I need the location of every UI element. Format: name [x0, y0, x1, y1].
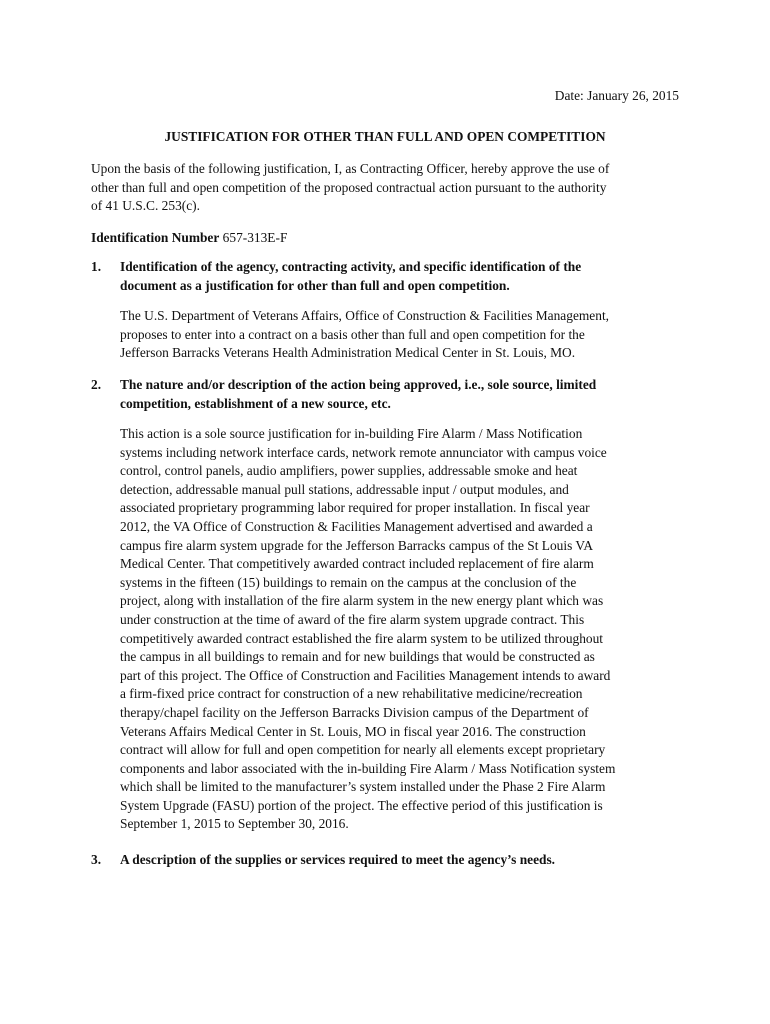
intro-paragraph: [91, 160, 691, 216]
body-line: Jefferson Barracks Veterans Health Administration Medical Center in St. Louis, MO.: [120, 345, 576, 361]
section-1-number: 1.: [91, 259, 102, 274]
body-line: contract will allow for full and open competition for nearly all elements except proprietary: [120, 742, 606, 758]
section-3-heading: [120, 851, 690, 870]
body-line: project, along with installation of the fire alarm system in the new energy plant which was: [120, 593, 604, 609]
body-line: components and labor associated with the in-building Fire Alarm / Mass Notification system: [120, 760, 616, 776]
section-1-body: [120, 307, 688, 363]
body-line: Veterans Affairs Medical Center in St. Louis, MO in fiscal year 2016. The construction: [120, 723, 586, 739]
body-line: September 1, 2015 to September 30, 2016.: [120, 816, 349, 832]
body-line: systems in the fifteen (15) buildings to remain on the campus at the conclusion of the: [120, 574, 577, 590]
body-line: associated proprietary programming labor required for proper installation. In fiscal year: [120, 500, 590, 516]
heading-line: document as a justification for other than full and open competition.: [120, 277, 510, 293]
intro-line: of 41 U.S.C. 253(c).: [91, 198, 200, 214]
body-line: This action is a sole source justification for in-building Fire Alarm / Mass Notification: [120, 426, 583, 441]
body-line: detection, addressable manual pull stations, addressable input / output modules, and: [120, 481, 569, 497]
body-line: The U.S. Department of Veterans Affairs, Office of Construction & Facilities Management,: [120, 308, 610, 323]
section-2-heading: [120, 376, 690, 413]
heading-line: The nature and/or description of the action being approved, i.e., sole source, limited: [120, 377, 597, 392]
body-line: part of this project. The Office of Construction and Facilities Management intends to award: [120, 667, 611, 683]
body-line: System Upgrade (FASU) portion of the project. The effective period of this justification is: [120, 797, 603, 813]
body-line: 2012, the VA Office of Construction & Facilities Management advertised and awarded a: [120, 518, 593, 534]
body-line: Medical Center. That competitively awarded contract included replacement of fire alarm: [120, 556, 594, 572]
document-title: JUSTIFICATION FOR OTHER THAN FULL AND OPEN COMPETITION: [164, 129, 606, 144]
intro-line: Upon the basis of the following justification, I, as Contracting Officer, hereby approve the use of: [91, 161, 610, 176]
body-line: a firm-fixed price contract for construction of a new rehabilitative medicine/recreation: [120, 686, 583, 702]
body-line: the campus in all buildings to remain and for new buildings that would be constructed as: [120, 649, 595, 665]
section-2-number: 2.: [91, 377, 102, 392]
document-date: Date: January 26, 2015: [554, 88, 679, 103]
body-line: which shall be limited to the manufacturer’s system installed under the Phase 2 Fire Alarm: [120, 779, 606, 795]
identification-value: 657-313E-F: [219, 230, 288, 245]
intro-line: other than full and open competition of the proposed contractual action pursuant to the authority: [91, 179, 607, 195]
section-1-heading: [120, 258, 690, 295]
heading-line: A description of the supplies or services required to meet the agency’s needs.: [120, 852, 556, 867]
heading-line: Identification of the agency, contracting activity, and specific identification of the: [120, 259, 582, 274]
body-line: control, control panels, audio amplifiers, power supplies, addressable smoke and heat: [120, 463, 578, 479]
section-2-body: [120, 425, 688, 834]
identification-number: [91, 229, 287, 248]
identification-label: Identification Number: [91, 230, 220, 245]
body-line: competitively awarded contract established the fire alarm system to be utilized throughout: [120, 630, 604, 646]
heading-line: competition, establishment of a new source, etc.: [120, 395, 391, 411]
body-line: systems including network interface cards, network remote annunciator with campus voice: [120, 444, 607, 460]
body-line: therapy/chapel facility on the Jefferson Barracks Division campus of the Department of: [120, 704, 589, 720]
section-3-number: 3.: [91, 852, 102, 867]
body-line: campus fire alarm system upgrade for the Jefferson Barracks campus of the St Louis VA: [120, 537, 594, 553]
body-line: under construction at the time of award of the fire alarm system upgrade contract. This: [120, 611, 585, 627]
body-line: proposes to enter into a contract on a basis other than full and open competition for the: [120, 326, 585, 342]
